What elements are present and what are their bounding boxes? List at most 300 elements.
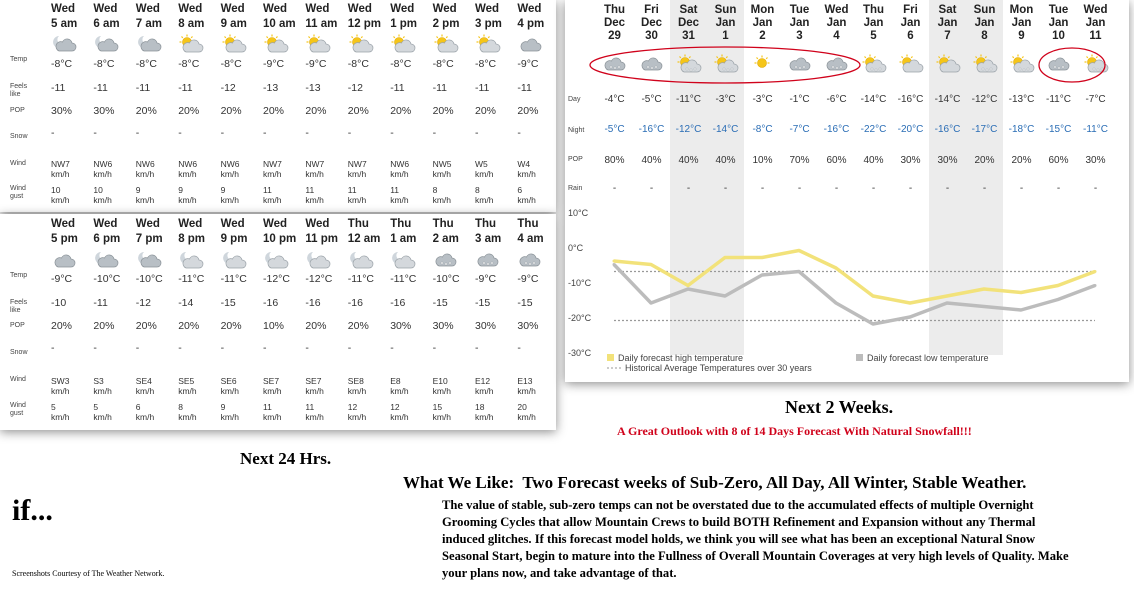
legend-low-label: Daily forecast low temperature: [867, 353, 989, 363]
day-dow: Wed: [1083, 4, 1108, 16]
hour-day: Wed: [305, 218, 330, 230]
sun-cloud-icon: [390, 34, 414, 52]
hour-wind: NW7 km/h: [51, 159, 70, 179]
snow-cloud-icon: [639, 54, 663, 72]
day-pop: 40%: [641, 155, 662, 166]
sun-cloud-icon: [305, 34, 329, 52]
row-label-temp: Temp: [10, 272, 28, 279]
hour-day: Thu: [347, 218, 369, 230]
hour-time: 6 am: [93, 18, 120, 30]
day-pop: 20%: [1011, 155, 1032, 166]
hour-feels: -11: [51, 82, 66, 94]
day-low: -16°C: [823, 124, 850, 135]
high-temp-point: [798, 249, 801, 252]
hour-temp: -8°C: [432, 58, 454, 70]
hour-snow: -: [93, 127, 97, 139]
hour-pop: 20%: [178, 320, 200, 332]
day-pop: 70%: [789, 155, 810, 166]
day-month: Jan: [974, 17, 995, 29]
high-temp-point: [835, 267, 838, 270]
hour-gust: 9 km/h: [220, 185, 240, 205]
hour-column: [471, 0, 513, 212]
hour-wind: SE8 km/h: [347, 376, 367, 396]
day-dow: Mon: [1009, 4, 1034, 16]
cloudy-icon: [51, 250, 75, 268]
y-tick-label: -20°C: [568, 313, 592, 323]
day-date: 30: [645, 30, 658, 42]
hour-gust: 6 km/h: [517, 185, 536, 205]
hour-time: 7 am: [135, 18, 163, 30]
cloudy-night-icon: [136, 250, 160, 268]
hour-wind: NW7 km/h: [305, 159, 325, 179]
hour-day: Wed: [390, 3, 415, 15]
temperature-chart: [565, 202, 1129, 382]
hour-day: Wed: [475, 3, 500, 15]
hour-wind: NW6 km/h: [390, 159, 410, 179]
day-low: -20°C: [897, 124, 924, 135]
row-label-wind: Wind: [10, 376, 26, 383]
hour-temp: -8°C: [178, 58, 200, 70]
hour-pop: 20%: [305, 320, 327, 332]
hour-pop: 20%: [432, 105, 454, 117]
day-column: [707, 0, 744, 200]
hour-time: 4 am: [517, 233, 544, 245]
row-label-day: Day: [568, 96, 581, 103]
hour-temp: -8°C: [390, 58, 412, 70]
day-date: 5: [870, 30, 877, 42]
hour-temp: -8°C: [475, 58, 497, 70]
hour-day: Wed: [93, 218, 118, 230]
day-low: -8°C: [752, 124, 773, 135]
hour-column: [132, 0, 174, 212]
hour-feels: -15: [475, 297, 491, 309]
legend-hist-label: Historical Average Temperatures over 30 years: [625, 363, 812, 373]
day-low: -12°C: [675, 124, 702, 135]
hour-snow: -: [178, 127, 182, 139]
day-date: 4: [833, 30, 840, 42]
day-date: 29: [608, 30, 621, 42]
credit-text: Screenshots Courtesy of The Weather Network.: [12, 569, 165, 578]
hour-column: [386, 214, 428, 430]
day-month: Dec: [603, 17, 626, 29]
day-low: -18°C: [1008, 124, 1035, 135]
day-month: Jan: [863, 17, 884, 29]
sun-cloud-icon: [475, 34, 499, 52]
legend-high-swatch: [607, 354, 614, 361]
hour-snow: -: [263, 127, 267, 139]
day-low: -17°C: [971, 124, 998, 135]
hour-feels: -12: [220, 82, 236, 94]
sun-snow-icon: [676, 54, 700, 72]
hour-snow: -: [135, 342, 140, 354]
hour-pop: 30%: [432, 320, 454, 332]
day-dow: Tue: [1048, 4, 1069, 16]
hour-day: Wed: [263, 3, 288, 15]
if-text: if...: [12, 494, 53, 527]
hour-pop: 30%: [51, 105, 73, 117]
day-date: 1: [722, 30, 729, 42]
day-pop: 30%: [1085, 155, 1106, 166]
hour-time: 11 am: [305, 18, 338, 30]
day-date: 2: [759, 30, 766, 42]
hour-day: Thu: [390, 218, 412, 230]
row-label-wind: Wind: [10, 160, 26, 167]
hour-feels: -15: [220, 297, 236, 309]
day-dow: Thu: [862, 4, 885, 16]
hour-feels: -15: [517, 297, 533, 309]
hourly-forecast-panel-bottom: [0, 214, 556, 430]
hour-wind: SE4 km/h: [135, 376, 155, 396]
day-dow: Thu: [603, 4, 626, 16]
high-temp-point: [946, 295, 949, 298]
hour-day: Wed: [305, 3, 330, 15]
hourly-forecast-panel-top: [0, 0, 556, 212]
hour-column: [344, 214, 386, 430]
hour-snow: -: [432, 127, 437, 139]
hour-column: [259, 214, 301, 430]
moon-cloud-icon: [305, 250, 329, 268]
day-month: Jan: [1085, 17, 1106, 29]
hour-day: Thu: [517, 218, 539, 230]
hour-wind: NW5 km/h: [432, 159, 452, 179]
high-temp-point: [872, 295, 875, 298]
hour-snow: -: [220, 127, 225, 139]
hour-time: 1 pm: [390, 18, 418, 30]
legend-low-swatch: [856, 354, 863, 361]
hour-pop: 30%: [517, 320, 539, 332]
cloudy-night-icon: [136, 34, 160, 52]
day-high: -3°C: [715, 94, 736, 105]
hour-pop: 20%: [93, 320, 115, 332]
day-pop: 20%: [974, 155, 995, 166]
hour-column: [174, 0, 216, 212]
day-high: -16°C: [897, 94, 924, 105]
snow-cloud-icon: [1046, 54, 1070, 72]
hour-day: Wed: [517, 3, 542, 15]
day-dow: Mon: [750, 4, 775, 16]
hour-snow: -: [93, 342, 97, 354]
legend-high-label: Daily forecast high temperature: [618, 353, 744, 363]
hour-gust: 11 km/h: [390, 185, 409, 205]
day-pop: 60%: [826, 155, 847, 166]
day-rain: -: [908, 183, 913, 194]
day-rain: -: [945, 183, 950, 194]
hour-gust: 11 km/h: [305, 402, 324, 422]
hour-feels: -16: [305, 297, 321, 309]
commentary-paragraph: The value of stable, sub-zero temps can not be overstated due to the accumulated effects of multiple Overnight Grooming Cycles that allow Mountain Crews to build BOTH Refinement and Expansion without any Thermal induced glitches. If this forecast model holds, we think you will see what has been an exceptional Natural Snow Seasonal Start, begin to mature into the Fullness of Overall Mountain Coverages at very high levels of Quality. Make your plans now, and take advantage of that.: [442, 498, 1069, 580]
sun-cloud-icon: [433, 34, 457, 52]
low-temp-point: [983, 305, 986, 308]
hour-temp: -11°C: [347, 273, 374, 285]
hour-pop: 20%: [305, 105, 327, 117]
sun-cloud-icon: [263, 34, 287, 52]
row-label-pop: POP: [10, 107, 25, 114]
low-temp-point: [724, 295, 727, 298]
row-label-gust: Wind gust: [10, 185, 26, 200]
hour-day: Wed: [178, 218, 203, 230]
hour-feels: -11: [390, 82, 405, 94]
sun-snow-icon: [713, 54, 737, 72]
hour-snow: -: [347, 127, 352, 139]
row-label-pop: POP: [10, 322, 25, 329]
hour-pop: 20%: [347, 320, 369, 332]
day-month: Jan: [826, 17, 847, 29]
hour-column: [174, 214, 216, 430]
hour-time: 5 pm: [51, 233, 78, 245]
day-month: Jan: [1048, 17, 1069, 29]
hour-wind: NW7 km/h: [263, 159, 282, 179]
hour-column: [344, 0, 386, 212]
hour-column: [47, 214, 89, 430]
hour-day: Wed: [178, 3, 203, 15]
hour-feels: -11: [135, 82, 151, 94]
hour-temp: -8°C: [93, 58, 115, 70]
day-month: Jan: [1011, 17, 1032, 29]
day-month: Jan: [715, 17, 736, 29]
high-temp-point: [613, 260, 616, 263]
hour-wind: NW6 km/h: [178, 159, 198, 179]
hour-wind: SW3 km/h: [51, 376, 70, 396]
day-column: [892, 0, 929, 200]
hour-feels: -13: [263, 82, 279, 94]
y-tick-label: -10°C: [568, 278, 592, 288]
hour-pop: 20%: [347, 105, 369, 117]
low-temp-point: [1020, 309, 1023, 312]
hour-day: Wed: [51, 218, 76, 230]
row-label-snow: Snow: [10, 133, 28, 140]
two-week-forecast-panel: [565, 0, 1129, 382]
day-rain: -: [1019, 183, 1024, 194]
hour-gust: 5 km/h: [93, 402, 112, 422]
hour-temp: -9°C: [517, 58, 539, 70]
y-tick-label: 10°C: [568, 208, 589, 218]
hour-column: [132, 214, 174, 430]
hour-temp: -8°C: [220, 58, 242, 70]
day-high: -3°C: [752, 94, 773, 105]
day-column: [818, 0, 855, 200]
what-we-like-heading: What We Like: Two Forecast weeks of Sub-Zero, All Day, All Winter, Stable Weather.: [403, 473, 1027, 492]
day-column: [1003, 0, 1040, 200]
snow-cloud-icon: [475, 250, 499, 268]
hour-pop: 20%: [390, 105, 412, 117]
hour-pop: 20%: [178, 105, 200, 117]
hour-pop: 30%: [390, 320, 412, 332]
hour-time: 8 pm: [178, 233, 206, 245]
hour-wind: E12 km/h: [475, 376, 494, 396]
hour-wind: SE7 km/h: [263, 376, 282, 396]
hour-gust: 11 km/h: [347, 185, 367, 205]
hour-wind: E10 km/h: [432, 376, 452, 396]
row-label-pop: POP: [568, 156, 583, 163]
row-label-gust: Wind gust: [10, 402, 26, 417]
snow-cloud-icon: [602, 54, 626, 72]
hour-time: 7 pm: [135, 233, 163, 245]
row-label-snow: Snow: [10, 349, 28, 356]
day-column: [966, 0, 1003, 200]
hour-day: Thu: [432, 218, 454, 230]
day-low: -22°C: [860, 124, 887, 135]
day-rain: -: [834, 183, 839, 194]
hour-gust: 11 km/h: [263, 402, 282, 422]
hour-snow: -: [390, 342, 394, 354]
hour-day: Wed: [432, 3, 457, 15]
day-rain: -: [871, 183, 876, 194]
hour-temp: -9°C: [517, 273, 539, 285]
day-date: 3: [796, 30, 803, 42]
day-high: -4°C: [604, 94, 625, 105]
day-month: Jan: [937, 17, 958, 29]
hour-wind: NW6 km/h: [135, 159, 155, 179]
hour-pop: 20%: [475, 105, 497, 117]
day-column: [855, 0, 892, 200]
sun-icon: [750, 54, 774, 72]
day-dow: Sun: [714, 4, 737, 16]
hour-snow: -: [263, 342, 267, 354]
hour-feels: -11: [475, 82, 490, 94]
hour-gust: 5 km/h: [51, 402, 70, 422]
day-column: [781, 0, 818, 200]
day-month: Jan: [752, 17, 773, 29]
hour-gust: 20 km/h: [517, 402, 536, 422]
day-date: 8: [981, 30, 988, 42]
day-low: -15°C: [1045, 124, 1072, 135]
day-column: [633, 0, 670, 200]
hour-wind: E13 km/h: [517, 376, 536, 396]
hour-wind: SE5 km/h: [178, 376, 197, 396]
hour-day: Wed: [135, 3, 160, 15]
hour-snow: -: [220, 342, 225, 354]
hour-column: [513, 214, 555, 430]
day-rain: -: [612, 183, 617, 194]
hour-time: 11 pm: [305, 233, 338, 245]
hour-time: 3 am: [475, 233, 502, 245]
low-temp-point: [613, 263, 616, 266]
day-dow: Sun: [973, 4, 996, 16]
hour-day: Wed: [135, 218, 160, 230]
cloudy-night-icon: [93, 250, 117, 268]
day-rain: -: [723, 183, 728, 194]
row-label-temp: Temp: [10, 56, 28, 63]
hour-temp: -9°C: [475, 273, 497, 285]
day-pop: 40%: [863, 155, 884, 166]
hour-snow: -: [475, 127, 479, 139]
day-high: -5°C: [641, 94, 662, 105]
hour-pop: 20%: [220, 105, 242, 117]
day-column: [929, 0, 966, 200]
day-dow: Sat: [679, 4, 698, 16]
hour-wind: NW7 km/h: [347, 159, 367, 179]
hour-wind: SE7 km/h: [305, 376, 324, 396]
high-temp-point: [909, 302, 912, 305]
hour-gust: 11 km/h: [305, 185, 324, 205]
hour-pop: 20%: [135, 320, 157, 332]
hour-column: [89, 0, 131, 212]
day-dow: Tue: [789, 4, 810, 16]
day-pop: 10%: [752, 155, 773, 166]
day-low: -5°C: [604, 124, 625, 135]
day-pop: 30%: [937, 155, 958, 166]
day-high: -7°C: [1085, 94, 1106, 105]
day-date: 6: [907, 30, 914, 42]
hour-column: [259, 0, 301, 212]
hour-time: 3 pm: [475, 18, 502, 30]
day-rain: -: [1056, 183, 1061, 194]
high-temp-point: [724, 256, 727, 259]
hour-column: [513, 0, 555, 212]
y-tick-label: 0°C: [568, 243, 584, 253]
hour-column: [386, 0, 428, 212]
moon-cloud-icon: [263, 250, 287, 268]
low-temp-point: [909, 316, 912, 319]
high-temp-point: [1057, 284, 1060, 287]
day-date: 10: [1052, 30, 1065, 42]
hour-time: 9 am: [220, 18, 247, 30]
hour-feels: -13: [305, 82, 321, 94]
day-low: -16°C: [934, 124, 961, 135]
hour-wind: W4 km/h: [517, 159, 536, 179]
hour-snow: -: [517, 342, 521, 354]
day-dow: Sat: [938, 4, 957, 16]
hour-temp: -9°C: [263, 58, 285, 70]
hour-time: 5 am: [51, 18, 78, 30]
day-high: -11°C: [676, 94, 701, 105]
hour-wind: NW6 km/h: [93, 159, 113, 179]
day-month: Jan: [900, 17, 921, 29]
hour-pop: 20%: [220, 320, 242, 332]
hour-column: [89, 214, 131, 430]
hour-temp: -11°C: [220, 273, 247, 285]
hour-feels: -14: [178, 297, 194, 309]
hour-time: 8 am: [178, 18, 205, 30]
high-temp-point: [1094, 270, 1097, 273]
hour-temp: -10°C: [135, 273, 163, 285]
day-pop: 80%: [604, 155, 625, 166]
hour-gust: 12 km/h: [390, 402, 409, 422]
day-column: [1077, 0, 1114, 200]
hour-temp: -12°C: [263, 273, 290, 285]
hour-gust: 6 km/h: [135, 402, 155, 422]
hour-pop: 10%: [263, 320, 285, 332]
next-2-weeks-caption: Next 2 Weeks.: [785, 397, 894, 417]
hour-time: 1 am: [390, 233, 417, 245]
day-high: -13°C: [1008, 94, 1035, 105]
high-temp-point: [1020, 291, 1023, 294]
hour-gust: 15 km/h: [432, 402, 452, 422]
day-pop: 40%: [678, 155, 699, 166]
day-date: 11: [1089, 30, 1102, 42]
hour-pop: 20%: [51, 320, 73, 332]
moon-cloud-icon: [390, 250, 414, 268]
hour-feels: -16: [263, 297, 279, 309]
hour-temp: -8°C: [51, 58, 73, 70]
hour-temp: -10°C: [432, 273, 460, 285]
sun-snow-icon: [1083, 54, 1107, 72]
low-temp-point: [1094, 284, 1097, 287]
high-temp-point: [761, 256, 764, 259]
hour-column: [429, 0, 471, 212]
hour-gust: 8 km/h: [475, 185, 494, 205]
snow-cloud-icon: [787, 54, 811, 72]
day-dow: Fri: [644, 4, 659, 16]
hour-temp: -12°C: [305, 273, 333, 285]
hour-wind: W5 km/h: [475, 159, 494, 179]
hour-gust: 18 km/h: [475, 402, 494, 422]
row-label-night: Night: [568, 127, 585, 134]
hour-gust: 8 km/h: [178, 402, 197, 422]
outlook-caption: A Great Outlook with 8 of 14 Days Forecast With Natural Snowfall!!!: [617, 424, 972, 438]
day-rain: -: [649, 183, 654, 194]
hour-column: [429, 214, 471, 430]
